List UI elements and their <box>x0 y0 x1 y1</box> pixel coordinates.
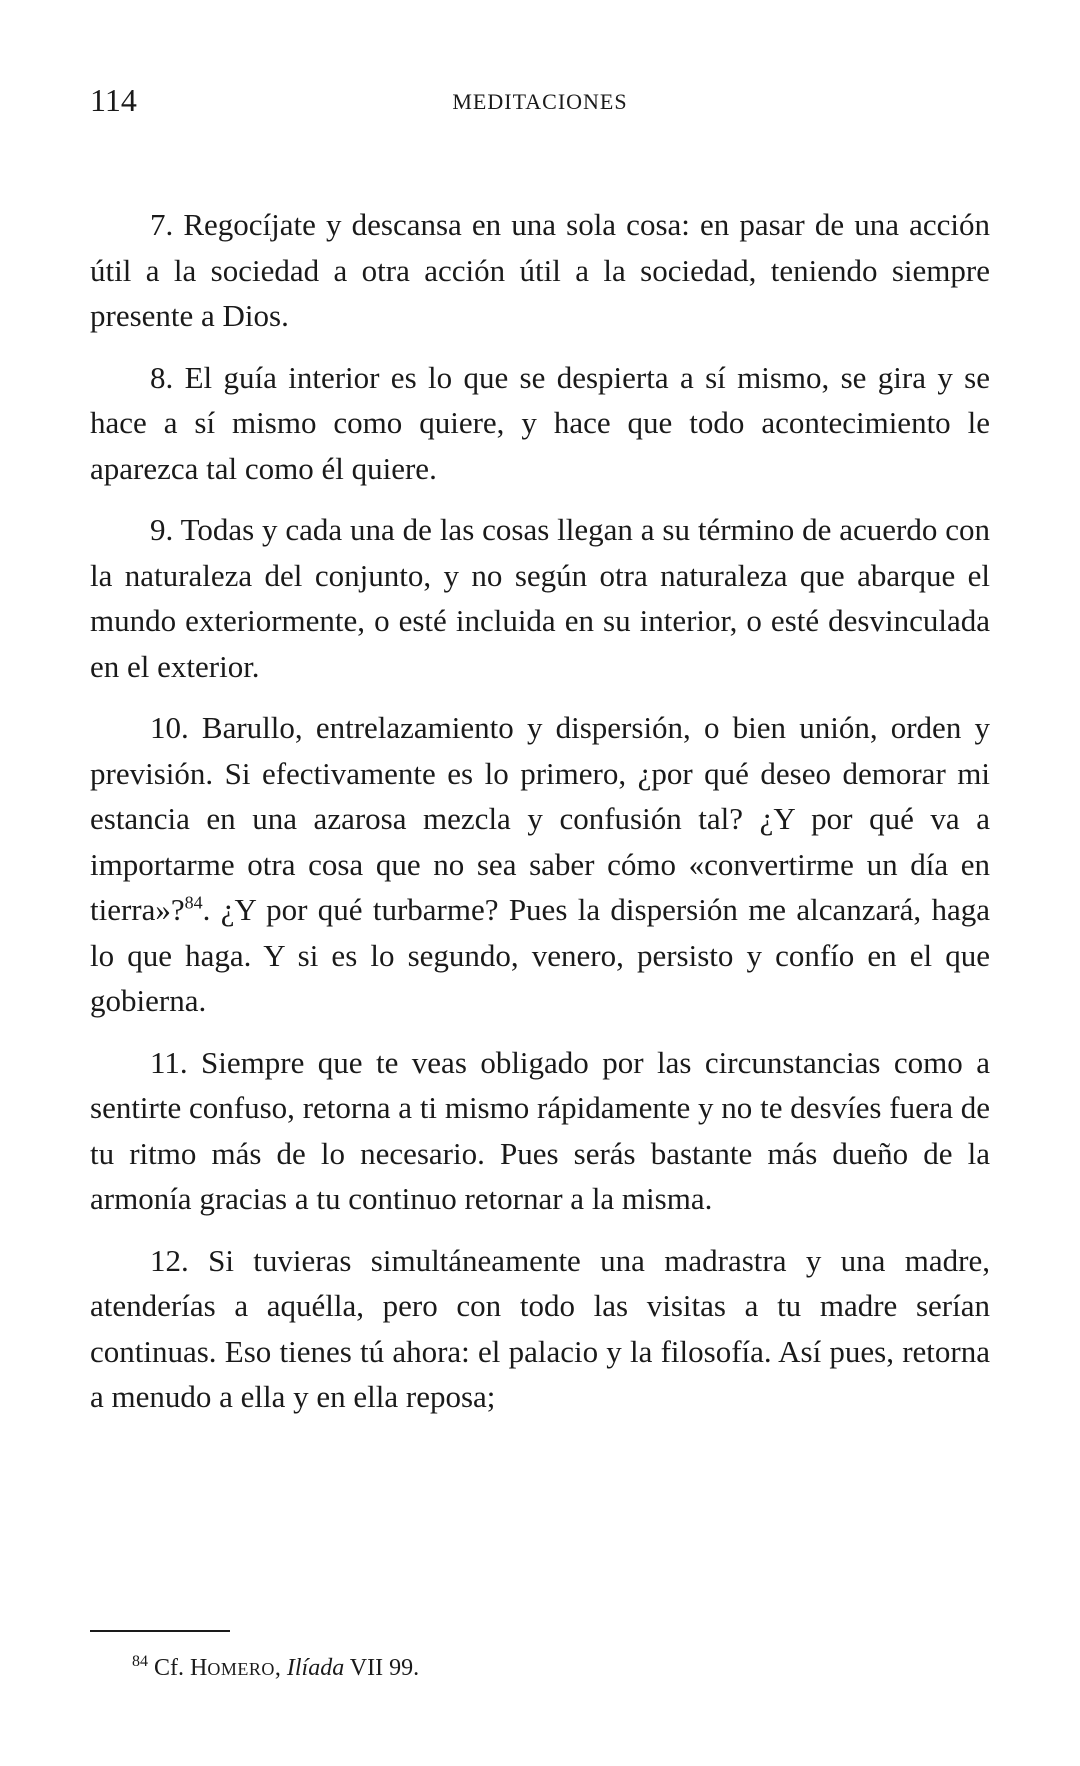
footnote-reference: 84 <box>184 892 203 913</box>
paragraph-10-text-after: . ¿Y por qué turbarme? Pues la dispersión me alcanzará, haga lo que haga. Y si es lo segundo, venero, persisto y confío en el que gobierna. <box>90 892 990 1018</box>
footnote-author <box>190 1655 275 1681</box>
footnote-84 <box>132 1652 419 1685</box>
footnote-work-title: Ilíada <box>286 1655 345 1681</box>
footnote-comma: , <box>274 1655 281 1681</box>
footnote-divider <box>90 1630 230 1632</box>
paragraph-9: 9. Todas y cada una de las cosas llegan a su término de acuerdo con la naturaleza del conjunto, y no según otra naturaleza que abarque el mundo exteriormente, o esté incluida en su interior, o esté desvinculada en el exterior. <box>90 512 990 684</box>
paragraph-8: 8. El guía interior es lo que se despierta a sí mismo, se gira y se hace a sí mismo como quiere, y hace que todo acontecimiento le aparezca tal como él quiere. <box>90 359 990 486</box>
footnote-prefix: Cf. <box>154 1655 184 1681</box>
running-head <box>90 80 990 120</box>
book-title: MEDITACIONES <box>452 89 628 114</box>
page-number: 114 <box>90 82 137 118</box>
paragraph-10 <box>90 705 990 1024</box>
paragraph-7: 7. Regocíjate y descansa en una sola cosa: en pasar de una acción útil a la sociedad a otra acción útil a la sociedad, teniendo siempre presente a Dios. <box>90 207 990 333</box>
paragraph-10-text-before: 10. Barullo, entrelazamiento y dispersión, o bien unión, orden y previsión. Si efectivamente es lo primero, ¿por qué deseo demorar mi estancia en una azarosa mezcla y confusión tal? ¿Y por qué va a importarme otra cosa que no sea saber cómo «convertirme un día en tierra»? <box>90 710 990 927</box>
footnote-number: 84 <box>132 1653 148 1670</box>
main-text <box>90 202 990 1436</box>
paragraph-11: 11. Siempre que te veas obligado por las circunstancias como a sentirte confuso, retorna a ti mismo rápidamente y no te desvíes fuera de tu ritmo más de lo necesario. Pues serás bastante más dueño de la armonía gracias a tu continuo retornar a la misma. <box>90 1044 990 1216</box>
paragraph-12: 12. Si tuvieras simultáneamente una madrastra y una madre, atenderías a aquélla, pero con todo las visitas a tu madre serían continuas. Eso tienes tú ahora: el palacio y la filosofía. Así pues, retorna a menudo a ella y en ella reposa; <box>90 1242 990 1414</box>
footnote-author-initial: H <box>190 1655 208 1681</box>
footnote-author-rest: OMERO <box>207 1659 275 1679</box>
footnote-locator: VII 99. <box>349 1655 420 1681</box>
